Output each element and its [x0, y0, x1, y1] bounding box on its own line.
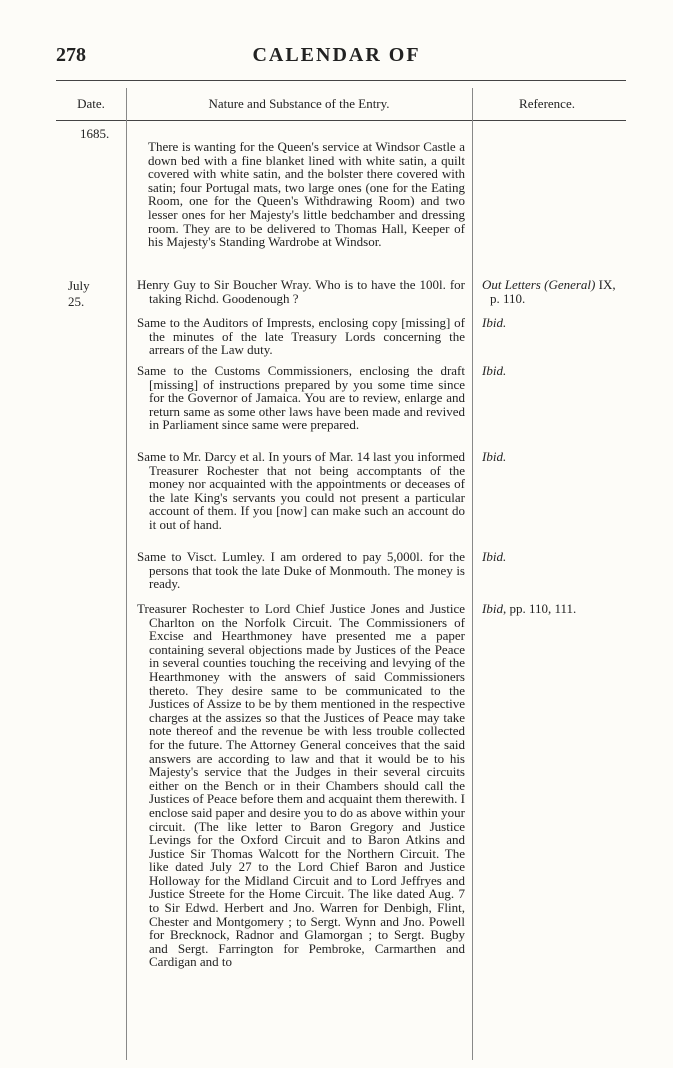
page-title: CALENDAR OF — [252, 44, 421, 66]
reference-pages: , pp. 110, 111. — [502, 601, 577, 616]
column-header-rule — [56, 120, 626, 121]
entry-reference — [482, 550, 622, 564]
entry-reference — [482, 602, 622, 616]
entry-text: Same to the Customs Commissioners, enclosing the draft [missing] of instructions prepared by you some time since for the Governor of Jamaica. You are to review, enlarge and return same as some other laws have been made and revived in Parliament since same were prepared. — [137, 363, 465, 433]
column-header-reference: Reference. — [519, 96, 575, 111]
page-number: 278 — [56, 44, 86, 66]
page-header — [0, 44, 673, 74]
entry-date: July 25. — [68, 278, 90, 309]
entry-text: Henry Guy to Sir Boucher Wray. Who is to have the 100l. for taking Richd. Goodenough ? — [137, 277, 465, 306]
reference-pages: IX, p. 110. — [490, 277, 616, 306]
column-divider-reference — [472, 88, 473, 1060]
column-header-date: Date. — [77, 96, 105, 111]
year-label: 1685. — [80, 126, 110, 141]
entry-reference — [482, 278, 622, 305]
reference-source: Ibid. — [482, 315, 507, 330]
entry-reference — [482, 316, 622, 330]
entry-text: There is wanting for the Queen's service at Windsor Castle a down bed with a fine blanket lined with white satin, a quilt covered with white satin, and the bolster there covered with satin; four Portugal mats, two large ones (one for the Eating Room, one for the Queen's Withdrawing Room) and two lesser ones for her Majesty's little bedchamber and dressing room. They are to be delivered to Thomas Hall, Keeper of his Majesty's Standing Wardrobe at Windsor. — [148, 139, 465, 250]
reference-source: Ibid. — [482, 449, 507, 464]
entry-reference — [482, 450, 622, 464]
reference-source: Ibid. — [482, 363, 507, 378]
reference-source: Ibid — [482, 601, 503, 616]
reference-source: Ibid. — [482, 549, 507, 564]
column-divider-date — [126, 88, 127, 1060]
entry-reference — [482, 364, 622, 378]
header-rule — [56, 80, 626, 81]
entry-text: Treasurer Rochester to Lord Chief Justice Jones and Justice Charlton on the Norfolk Circuit. The Commissioners of Excise and Hearthmoney have presented me a paper containing several objections made by Justices of the Peace in several counties touching the receiving and levying of the Hearthmoney with the answers of said Commissioners thereto. They desire same to be communicated to the Justices of Assize to be by them mentioned in the respective charges at the assizes so that the Justices of Peace may take note thereof and the revenue be with less trouble collected for the future. The Attorney General conceives that the said answers are according to law and that it would be to his Majesty's service that the Judges in their several circuits either on the Bench or in their Chambers should call the Justices of Peace before them and acquaint them therewith. I enclose said paper and desire you to do as above within your circuit. (The like letter to Baron Gregory and Justice Levings for the Oxford Circuit and to Baron Atkins and Justice Sir Thomas Walcott for the Northern Circuit. The like dated July 27 to the Lord Chief Baron and Justice Holloway for the Midland Circuit and to Lord Jeffryes and Justice Streete for the Home Circuit. The like dated Aug. 7 to Sir Edwd. Herbert and Jno. Warren for Denbigh, Flint, Chester and Montgomery ; to Sergt. Wynn and Jno. Powell for Brecknock, Radnor and Glamorgan ; to Sergt. Bugby and Sergt. Farrington for Pembroke, Carmarthen and Cardigan and to — [137, 601, 465, 970]
entry-text: Same to Visct. Lumley. I am ordered to pay 5,000l. for the persons that took the late Duke of Monmouth. The money is ready. — [137, 549, 465, 592]
entry-text: Same to Mr. Darcy et al. In yours of Mar. 14 last you informed Treasurer Rochester that not being accomptants of the money nor acquainted with the appointments or deceases of the late King's servants you could not present a particular account of them. If you [now] can make such an account do it out of hand. — [137, 449, 465, 532]
column-header-nature: Nature and Substance of the Entry. — [208, 96, 390, 111]
entry-text: Same to the Auditors of Imprests, enclosing copy [missing] of the minutes of the late Treasury Lords concerning the arrears of the Law duty. — [137, 315, 465, 358]
reference-source: Out Letters (General) — [482, 277, 596, 292]
